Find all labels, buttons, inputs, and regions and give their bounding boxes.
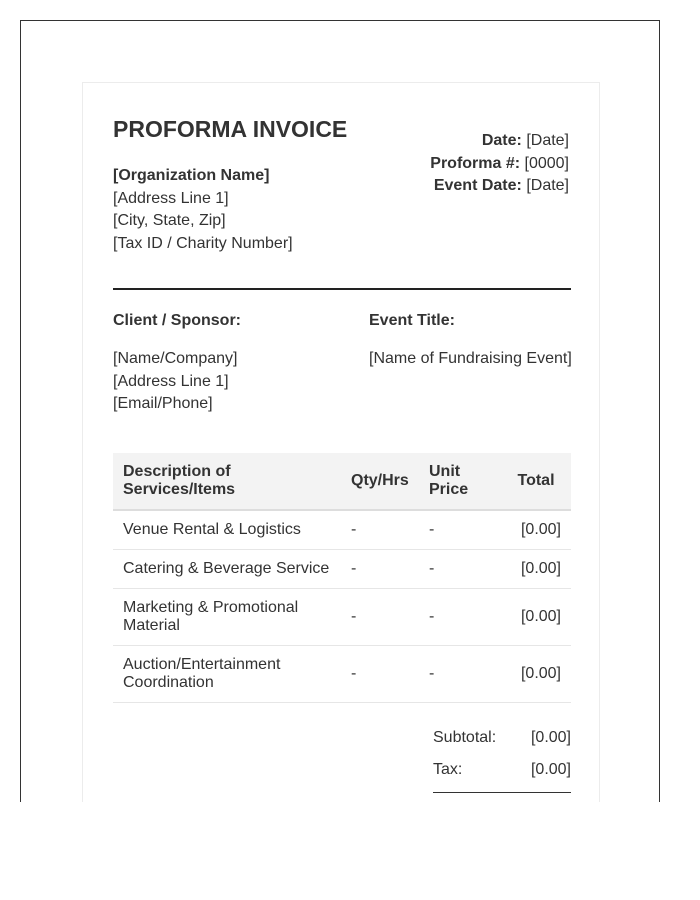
invoice-title: PROFORMA INVOICE (113, 116, 348, 142)
row-description: Catering & Beverage Service (113, 549, 341, 588)
client-name: [Name/Company] (113, 350, 238, 367)
tax-label: Tax: (433, 761, 463, 778)
tax-row (433, 761, 571, 781)
organization-tax-id: [Tax ID / Charity Number] (113, 234, 293, 252)
table-row (113, 588, 571, 645)
meta-proforma-value: [0000] (524, 154, 569, 172)
row-total: [0.00] (501, 510, 571, 549)
row-unit-price: - (419, 549, 501, 588)
row-unit-price: - (419, 645, 501, 702)
header-total: Total (501, 453, 571, 510)
row-description: Auction/Entertainment Coordination (113, 645, 341, 702)
row-unit-price: - (419, 510, 501, 549)
invoice-meta (430, 130, 569, 198)
organization-address: [Address Line 1] (113, 189, 229, 207)
header-divider (113, 288, 571, 290)
table-header-row (113, 453, 571, 510)
meta-event-date-value: [Date] (526, 177, 569, 194)
tax-value: [0.00] (530, 761, 571, 778)
invoice-page (82, 82, 600, 802)
table-row (113, 510, 571, 549)
row-qty: - (341, 510, 419, 549)
row-qty: - (341, 645, 419, 702)
header-qty: Qty/Hrs (341, 453, 419, 510)
row-description: Marketing & Promotional Material (113, 588, 341, 645)
row-total: [0.00] (501, 645, 571, 702)
table-row (113, 549, 571, 588)
client-label: Client / Sponsor: (113, 312, 241, 329)
summary-divider (433, 792, 571, 793)
client-details (113, 348, 238, 416)
document-frame (20, 20, 660, 802)
row-description: Venue Rental & Logistics (113, 510, 341, 549)
row-qty: - (341, 549, 419, 588)
event-title-value: [Name of Fundraising Event] (369, 350, 572, 367)
meta-proforma-label: Proforma #: (430, 154, 521, 172)
meta-date-label: Date: (481, 132, 522, 149)
organization-city: [City, State, Zip] (113, 212, 226, 229)
meta-event-date-label: Event Date: (433, 177, 522, 194)
meta-event-date (430, 175, 569, 198)
row-unit-price: - (419, 588, 501, 645)
client-address: [Address Line 1] (113, 372, 229, 390)
subtotal-row (433, 729, 571, 749)
row-total: [0.00] (501, 549, 571, 588)
subtotal-value: [0.00] (530, 729, 571, 746)
meta-date-value: [Date] (526, 132, 569, 149)
table-row (113, 645, 571, 702)
client-contact: [Email/Phone] (113, 395, 213, 412)
meta-date (430, 130, 569, 153)
subtotal-label: Subtotal: (433, 729, 497, 746)
items-table (113, 453, 571, 703)
meta-proforma (430, 153, 569, 176)
organization-block (113, 165, 293, 255)
row-total: [0.00] (501, 588, 571, 645)
event-title-label: Event Title: (369, 312, 455, 329)
header-description: Description of Services/Items (113, 453, 341, 510)
row-qty: - (341, 588, 419, 645)
organization-name: [Organization Name] (113, 167, 270, 184)
header-unit-price: Unit Price (419, 453, 501, 510)
